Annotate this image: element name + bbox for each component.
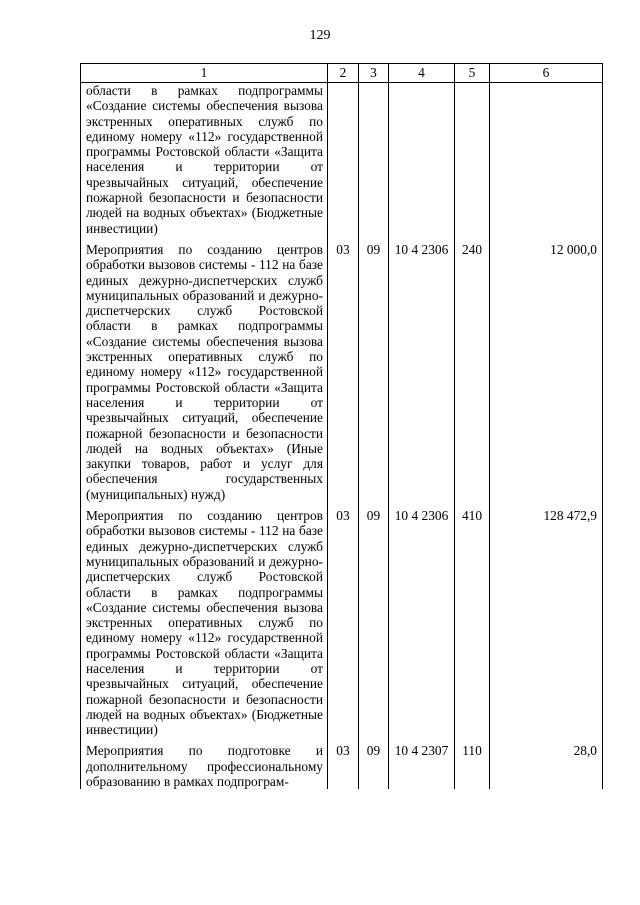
row-amount: 12 000,0: [490, 236, 603, 502]
row-target-article: 10 4 2307: [389, 737, 455, 789]
page-number: 129: [309, 28, 331, 43]
header-col-6: 6: [490, 64, 603, 83]
header-col-1: 1: [81, 64, 328, 83]
row-expense-type: 110: [455, 737, 490, 789]
header-col-5: 5: [455, 64, 490, 83]
row-subsection: 09: [359, 737, 389, 789]
row-section: 03: [328, 236, 359, 502]
header-col-2: 2: [328, 64, 359, 83]
budget-table: [80, 63, 603, 789]
table-row: [81, 737, 603, 789]
row-target-article: 10 4 2306: [389, 502, 455, 737]
table-row: [81, 502, 603, 737]
row-subsection: [359, 83, 389, 236]
row-expense-type: 240: [455, 236, 490, 502]
row-amount: 28,0: [490, 737, 603, 789]
row-section: 03: [328, 737, 359, 789]
row-expense-type: 410: [455, 502, 490, 737]
row-target-article: 10 4 2306: [389, 236, 455, 502]
row-amount: 128 472,9: [490, 502, 603, 737]
row-amount: [490, 83, 603, 236]
row-description: Мероприятия по подготовке и дополнительному профессиональному образованию в рамках подпрограм-: [81, 737, 328, 789]
table-row: [81, 236, 603, 502]
row-target-article: [389, 83, 455, 236]
row-description: области в рамках подпрограммы «Создание системы обеспечения вызова экстренных оперативных служб по единому номеру «112» государственной программы Ростовской области «Защита населения и территории от чрезвычайных ситуаций, обеспечение пожарной безопасности и безопасности людей на водных объектах» (Бюджетные инвестиции): [81, 83, 328, 236]
header-col-3: 3: [359, 64, 389, 83]
table-header-row: [81, 64, 603, 83]
row-section: 03: [328, 502, 359, 737]
row-description: Мероприятия по созданию центров обработки вызовов системы - 112 на базе единых дежурно-диспетчерских служб муниципальных образований и дежурно-диспетчерских служб Ростовской области в рамках подпрограммы «Создание системы обеспечения вызова экстренных оперативных служб по единому номеру «112» государственной программы Ростовской области «Защита населения и территории от чрезвычайных ситуаций, обеспечение пожарной безопасности и безопасности людей на водных объектах» (Бюджетные инвестиции): [81, 502, 328, 737]
row-description: Мероприятия по созданию центров обработки вызовов системы - 112 на базе единых дежурно-диспетчерских служб муниципальных образований и дежурно-диспетчерских служб Ростовской области в рамках подпрограммы «Создание системы обеспечения вызова экстренных оперативных служб по единому номеру «112» государственной программы Ростовской области «Защита населения и территории от чрезвычайных ситуаций, обеспечение пожарной безопасности и безопасности людей на водных объектах» (Иные закупки товаров, работ и услуг для обеспечения государственных (муниципальных) нужд): [81, 236, 328, 502]
row-subsection: 09: [359, 502, 389, 737]
table-row: [81, 83, 603, 236]
row-expense-type: [455, 83, 490, 236]
header-col-4: 4: [389, 64, 455, 83]
row-section: [328, 83, 359, 236]
row-subsection: 09: [359, 236, 389, 502]
